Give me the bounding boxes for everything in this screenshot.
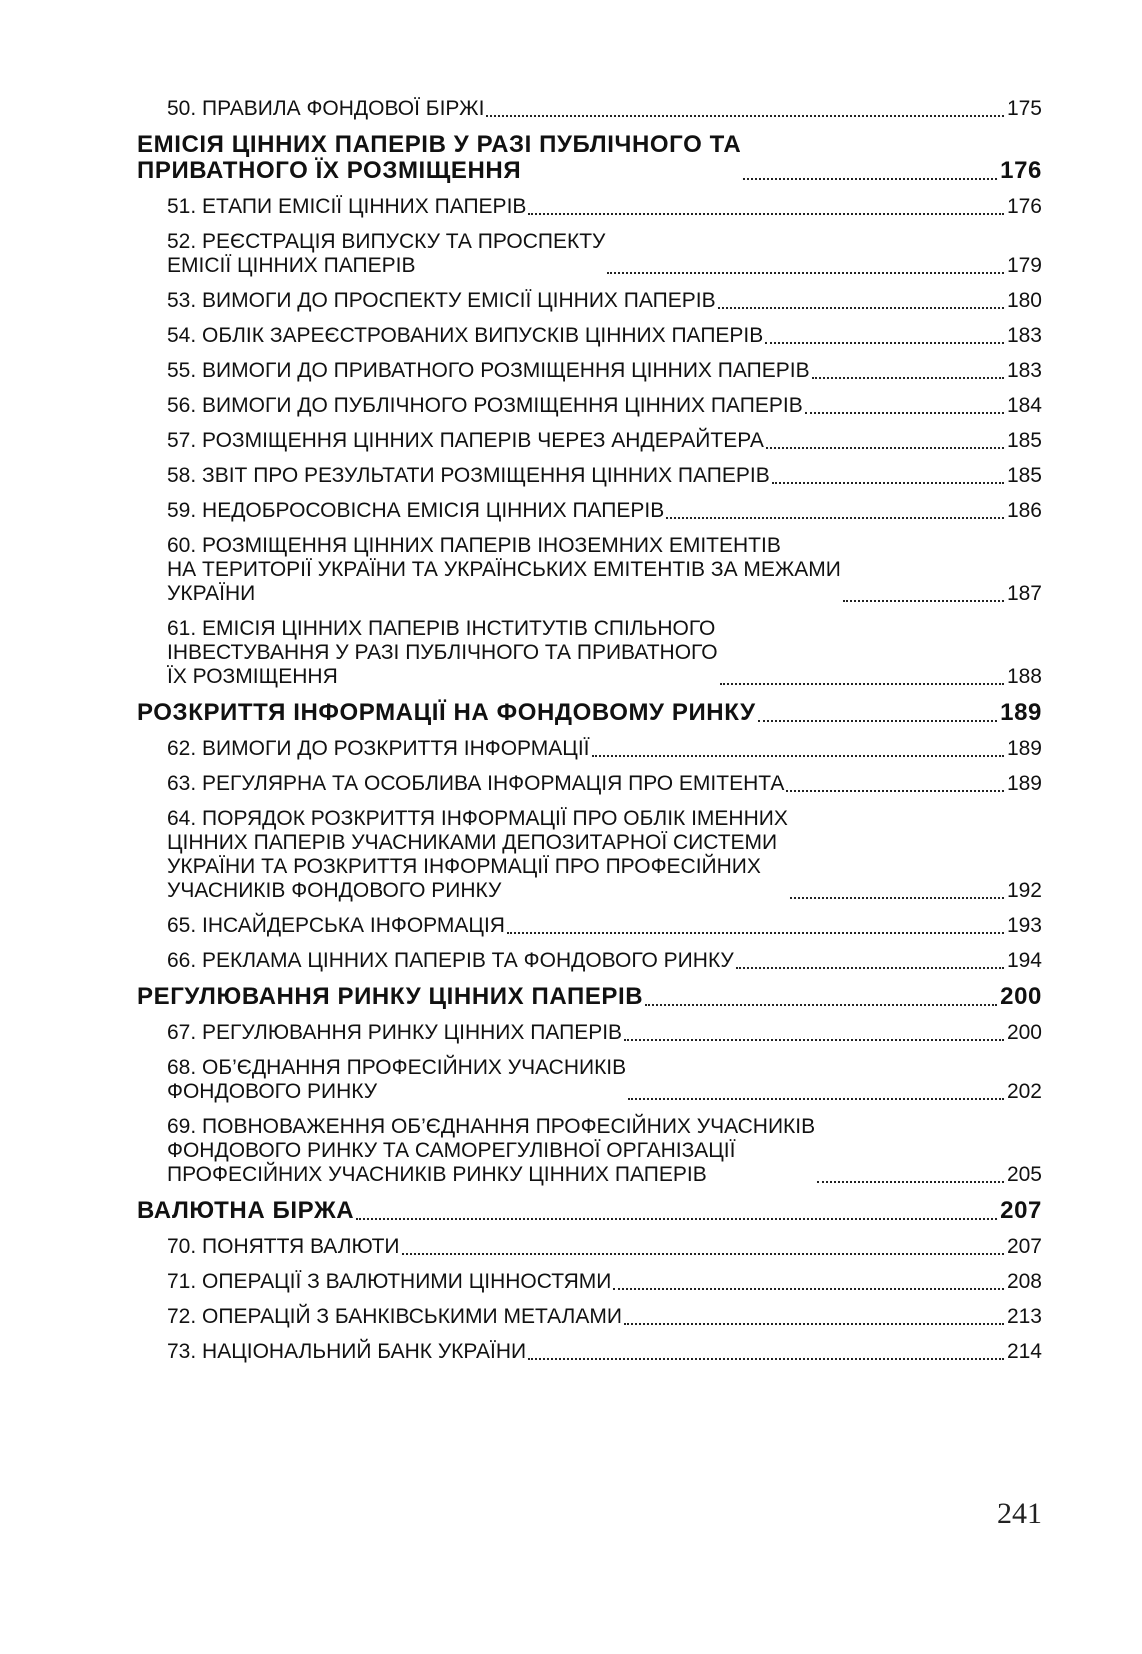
toc-entry-title — [137, 132, 741, 184]
toc-entry — [137, 807, 1042, 903]
dot-leader — [758, 720, 998, 722]
toc-entry — [137, 359, 1042, 383]
toc-entry-title-line: ФОНДОВОГО РИНКУ ТА САМОРЕГУЛІВНОЇ ОРГАНІЗАЦІЇ — [167, 1139, 736, 1162]
toc-entry-title-line: 61. ЕМІСІЯ ЦІННИХ ПАПЕРІВ ІНСТИТУТІВ СПІЛЬНОГО — [167, 617, 716, 640]
toc-entry-title-line: УЧАСНИКІВ ФОНДОВОГО РИНКУ — [167, 879, 502, 902]
toc-page-number: 189 — [1006, 772, 1042, 795]
dot-leader — [805, 412, 1004, 414]
dot-leader — [624, 1039, 1004, 1041]
toc-entry-title — [167, 464, 770, 488]
toc-page-number: 175 — [1006, 97, 1042, 120]
toc-entry-title-line: РЕГУЛЮВАННЯ РИНКУ ЦІННИХ ПАПЕРІВ — [137, 983, 644, 1010]
toc-page-number: 189 — [1000, 699, 1042, 726]
toc-entry-title — [167, 1021, 622, 1045]
toc-page-number: 176 — [1006, 195, 1042, 218]
toc-entry-title-line: 64. ПОРЯДОК РОЗКРИТТЯ ІНФОРМАЦІЇ ПРО ОБЛІК ІМЕННИХ — [167, 807, 788, 830]
dot-leader — [628, 1098, 1004, 1100]
toc-entry-title-line: 66. РЕКЛАМА ЦІННИХ ПАПЕРІВ ТА ФОНДОВОГО РИНКУ — [167, 949, 734, 972]
dot-leader — [790, 897, 1004, 899]
toc-entry-title-line: 60. РОЗМІЩЕННЯ ЦІННИХ ПАПЕРІВ ІНОЗЕМНИХ ЕМІТЕНТІВ — [167, 534, 781, 557]
toc-entry-title-line: 71. ОПЕРАЦІЇ З ВАЛЮТНИМИ ЦІННОСТЯМИ — [167, 1270, 612, 1293]
toc-entry-title — [167, 772, 784, 796]
dot-leader — [645, 1004, 997, 1006]
toc-entry — [137, 499, 1042, 523]
toc-entry-title-line: 55. ВИМОГИ ДО ПРИВАТНОГО РОЗМІЩЕННЯ ЦІННИХ ПАПЕРІВ — [167, 359, 810, 382]
toc-page-number: 207 — [1000, 1197, 1042, 1224]
toc-entry-title — [167, 289, 716, 313]
toc-entry-title-line: 73. НАЦІОНАЛЬНИЙ БАНК УКРАЇНИ — [167, 1340, 527, 1363]
toc-entry-title-line: ПРОФЕСІЙНИХ УЧАСНИКІВ РИНКУ ЦІННИХ ПАПЕРІВ — [167, 1163, 707, 1186]
toc-entry-title-line: 54. ОБЛІК ЗАРЕЄСТРОВАНИХ ВИПУСКІВ ЦІННИХ ПАПЕРІВ — [167, 324, 764, 347]
toc-entry-title — [137, 700, 756, 726]
toc-entry-title — [167, 394, 803, 418]
toc-entry — [137, 97, 1042, 121]
toc-section-heading — [137, 700, 1042, 726]
toc-entry-title-line: ЇХ РОЗМІЩЕННЯ — [167, 665, 338, 688]
toc-entry-title-line: 67. РЕГУЛЮВАННЯ РИНКУ ЦІННИХ ПАПЕРІВ — [167, 1021, 623, 1044]
toc-entry-title-line: ЕМІСІЯ ЦІННИХ ПАПЕРІВ У РАЗІ ПУБЛІЧНОГО ТА — [137, 131, 742, 158]
toc-entry-title-line: 72. ОПЕРАЦІЙ З БАНКІВСЬКИМИ МЕТАЛАМИ — [167, 1305, 622, 1328]
toc-page-number: 208 — [1006, 1270, 1042, 1293]
toc-page-number: 188 — [1006, 665, 1042, 688]
dot-leader — [812, 377, 1004, 379]
toc-page-number: 179 — [1006, 254, 1042, 277]
toc-page-number: 194 — [1006, 949, 1042, 972]
dot-leader — [718, 307, 1004, 309]
toc-entry — [137, 737, 1042, 761]
dot-leader — [528, 1358, 1004, 1360]
toc-entry-title — [167, 1056, 626, 1104]
toc-entry — [137, 464, 1042, 488]
toc-page-number: 185 — [1006, 429, 1042, 452]
toc-entry — [137, 429, 1042, 453]
toc-entry-title — [167, 737, 590, 761]
toc-entry-title-line: 50. ПРАВИЛА ФОНДОВОЇ БІРЖІ — [167, 97, 485, 120]
toc-section-heading — [137, 984, 1042, 1010]
toc-entry-title — [167, 499, 664, 523]
toc-entry — [137, 195, 1042, 219]
toc-entry-title — [167, 534, 841, 606]
toc-page-number: 185 — [1006, 464, 1042, 487]
toc-entry — [137, 394, 1042, 418]
dot-leader — [507, 932, 1004, 934]
toc-entry — [137, 534, 1042, 606]
toc-entry-title — [137, 1198, 354, 1224]
toc-page-number: 186 — [1006, 499, 1042, 522]
toc-entry-title — [167, 1115, 815, 1187]
toc-page-number: 213 — [1006, 1305, 1042, 1328]
toc-entry-title-line: 62. ВИМОГИ ДО РОЗКРИТТЯ ІНФОРМАЦІЇ — [167, 737, 590, 760]
toc-page-number: 205 — [1006, 1163, 1042, 1186]
toc-section-heading — [137, 1198, 1042, 1224]
dot-leader — [624, 1323, 1004, 1325]
toc-entry-title-line: ВАЛЮТНА БІРЖА — [137, 1197, 355, 1224]
toc-entry-title — [167, 1305, 622, 1329]
toc-entry-title-line: УКРАЇНИ ТА РОЗКРИТТЯ ІНФОРМАЦІЇ ПРО ПРОФЕСІЙНИХ — [167, 855, 761, 878]
toc-section-heading — [137, 132, 1042, 184]
toc-page-number: 200 — [1000, 983, 1042, 1010]
toc-page-number: 189 — [1006, 737, 1042, 760]
page-number: 241 — [997, 1497, 1042, 1530]
toc-entry-title-line: ІНВЕСТУВАННЯ У РАЗІ ПУБЛІЧНОГО ТА ПРИВАТНОГО — [167, 641, 718, 664]
toc-entry — [137, 1340, 1042, 1364]
toc-entry-title — [167, 914, 505, 938]
dot-leader — [607, 272, 1004, 274]
toc-entry-title — [167, 617, 718, 689]
toc-entry-title-line: 58. ЗВІТ ПРО РЕЗУЛЬТАТИ РОЗМІЩЕННЯ ЦІННИХ ПАПЕРІВ — [167, 464, 770, 487]
toc-entry — [137, 324, 1042, 348]
dot-leader — [402, 1253, 1004, 1255]
dot-leader — [843, 600, 1004, 602]
toc-entry-title-line: ФОНДОВОГО РИНКУ — [167, 1080, 378, 1103]
toc-entry — [137, 1021, 1042, 1045]
toc-entry-title-line: 59. НЕДОБРОСОВІСНА ЕМІСІЯ ЦІННИХ ПАПЕРІВ — [167, 499, 665, 522]
toc-page-number: 183 — [1006, 324, 1042, 347]
toc-entry-title-line: РОЗКРИТТЯ ІНФОРМАЦІЇ НА ФОНДОВОМУ РИНКУ — [137, 699, 756, 726]
toc-entry-title-line: ЕМІСІЇ ЦІННИХ ПАПЕРІВ — [167, 254, 416, 277]
toc-entry-title-line: 52. РЕЄСТРАЦІЯ ВИПУСКУ ТА ПРОСПЕКТУ — [167, 230, 606, 253]
dot-leader — [486, 115, 1004, 117]
toc-entry-title-line: НА ТЕРИТОРІЇ УКРАЇНИ ТА УКРАЇНСЬКИХ ЕМІТЕНТІВ ЗА МЕЖАМИ — [167, 558, 841, 581]
dot-leader — [666, 517, 1004, 519]
toc-page-number: 183 — [1006, 359, 1042, 382]
dot-leader — [613, 1288, 1004, 1290]
toc-entry-title-line: 69. ПОВНОВАЖЕННЯ ОБ’ЄДНАННЯ ПРОФЕСІЙНИХ УЧАСНИКІВ — [167, 1115, 816, 1138]
dot-leader — [765, 342, 1004, 344]
toc-entry-title-line: 68. ОБ’ЄДНАННЯ ПРОФЕСІЙНИХ УЧАСНИКІВ — [167, 1056, 627, 1079]
toc-entry-title — [167, 359, 810, 383]
toc-entry-title-line: 57. РОЗМІЩЕННЯ ЦІННИХ ПАПЕРІВ ЧЕРЕЗ АНДЕРАЙТЕРА — [167, 429, 764, 452]
toc-entry — [137, 914, 1042, 938]
toc-entry — [137, 949, 1042, 973]
dot-leader — [592, 755, 1004, 757]
toc-entry-title — [167, 949, 734, 973]
dot-leader — [766, 447, 1004, 449]
toc-entry-title — [167, 195, 526, 219]
toc-entry — [137, 1305, 1042, 1329]
toc-entry-title — [167, 1235, 400, 1259]
toc-page-number: 187 — [1006, 582, 1042, 605]
toc-entry — [137, 617, 1042, 689]
toc-entry-title — [167, 324, 763, 348]
toc-page-number: 207 — [1006, 1235, 1042, 1258]
toc-entry-title — [167, 97, 484, 121]
table-of-contents — [137, 97, 1042, 1375]
toc-entry-title — [137, 984, 643, 1010]
toc-page-number: 180 — [1006, 289, 1042, 312]
dot-leader — [786, 790, 1004, 792]
toc-entry-title-line: 70. ПОНЯТТЯ ВАЛЮТИ — [167, 1235, 400, 1258]
toc-entry — [137, 1270, 1042, 1294]
dot-leader — [356, 1218, 997, 1220]
toc-entry — [137, 1056, 1042, 1104]
toc-page-number: 193 — [1006, 914, 1042, 937]
dot-leader — [743, 178, 997, 180]
toc-entry-title-line: 51. ЕТАПИ ЕМІСІЇ ЦІННИХ ПАПЕРІВ — [167, 195, 527, 218]
toc-entry-title-line: ЦІННИХ ПАПЕРІВ УЧАСНИКАМИ ДЕПОЗИТАРНОЇ СИСТЕМИ — [167, 831, 778, 854]
toc-page-number: 200 — [1006, 1021, 1042, 1044]
toc-entry-title-line: 53. ВИМОГИ ДО ПРОСПЕКТУ ЕМІСІЇ ЦІННИХ ПАПЕРІВ — [167, 289, 716, 312]
toc-page-number: 214 — [1006, 1340, 1042, 1363]
toc-entry-title — [167, 807, 788, 903]
toc-page-number: 184 — [1006, 394, 1042, 417]
dot-leader — [528, 213, 1004, 215]
toc-page-number: 202 — [1006, 1080, 1042, 1103]
toc-page-number: 176 — [1000, 157, 1042, 184]
toc-entry-title-line: 63. РЕГУЛЯРНА ТА ОСОБЛИВА ІНФОРМАЦІЯ ПРО ЕМІТЕНТА — [167, 772, 785, 795]
toc-entry-title — [167, 429, 764, 453]
toc-page-number: 192 — [1006, 879, 1042, 902]
toc-entry — [137, 1235, 1042, 1259]
toc-entry-title — [167, 230, 605, 278]
dot-leader — [817, 1181, 1004, 1183]
toc-entry-title-line: 56. ВИМОГИ ДО ПУБЛІЧНОГО РОЗМІЩЕННЯ ЦІННИХ ПАПЕРІВ — [167, 394, 803, 417]
toc-entry — [137, 1115, 1042, 1187]
toc-entry-title-line: УКРАЇНИ — [167, 582, 256, 605]
toc-entry-title — [167, 1340, 526, 1364]
toc-entry — [137, 289, 1042, 313]
dot-leader — [736, 967, 1004, 969]
toc-entry-title — [167, 1270, 611, 1294]
toc-entry-title-line: 65. ІНСАЙДЕРСЬКА ІНФОРМАЦІЯ — [167, 914, 505, 937]
toc-entry — [137, 772, 1042, 796]
toc-entry-title-line: ПРИВАТНОГО ЇХ РОЗМІЩЕННЯ — [137, 157, 522, 184]
toc-entry — [137, 230, 1042, 278]
dot-leader — [772, 482, 1004, 484]
dot-leader — [720, 683, 1004, 685]
